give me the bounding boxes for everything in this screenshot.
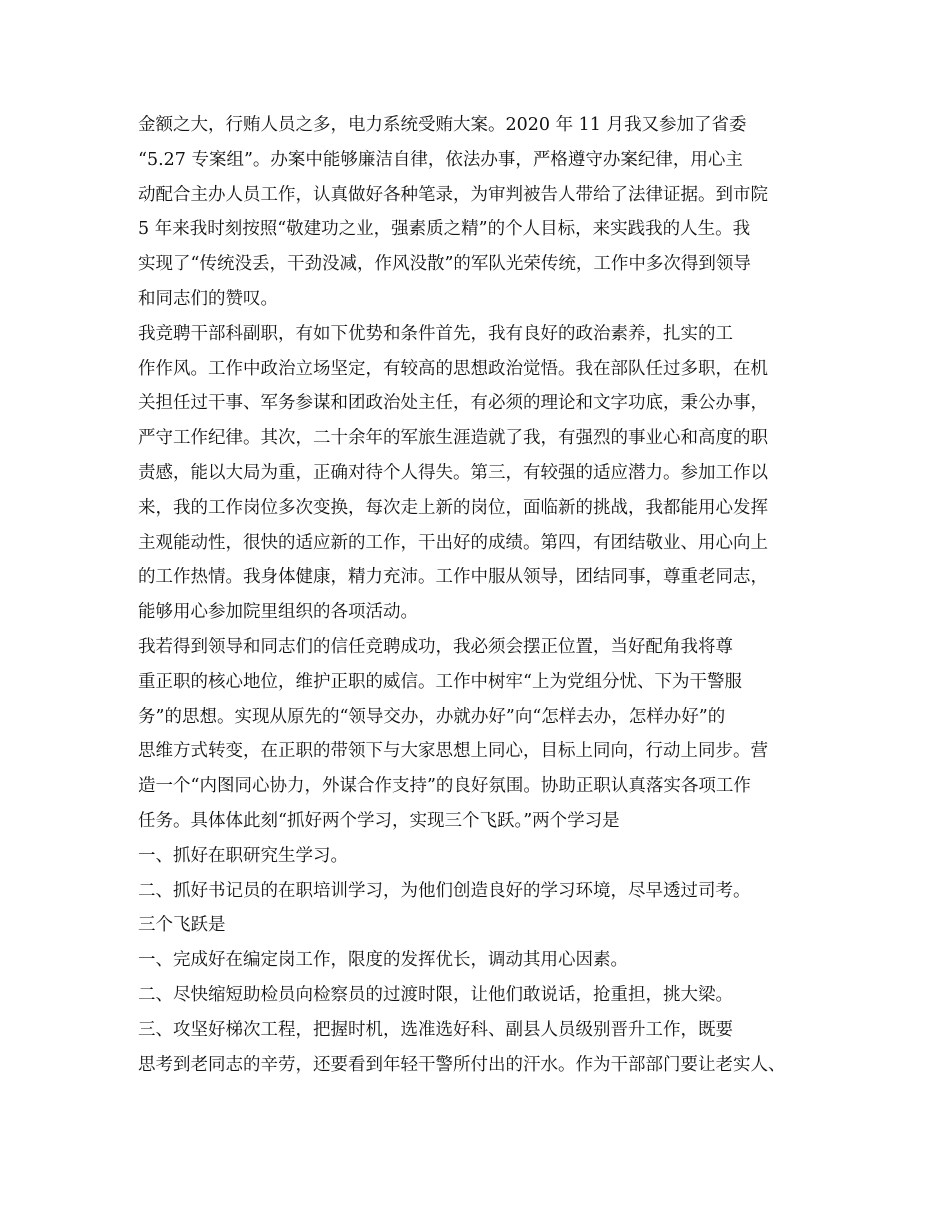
text-line: 三个飞跃是 <box>138 915 226 936</box>
text-line: 思维方式转变，在正职的带领下与大家思想上同心，目标上同向，行动上同步。营 <box>138 741 768 762</box>
text-line: 我若得到领导和同志们的信任竞聘成功，我必须会摆正位置，当好配角我将尊 <box>138 636 733 657</box>
text-line: 动配合主办人员工作，认真做好各种笔录，为审判被告人带给了法律证据。到市院 <box>138 184 768 205</box>
text-line: 二、抓好书记员的在职培训学习，为他们创造良好的学习环境，尽早透过司考。 <box>138 880 751 901</box>
text-line: 严守工作纪律。其次，二十余年的军旅生涯造就了我，有强烈的事业心和高度的职 <box>138 428 768 449</box>
text-line: 来，我的工作岗位多次变换，每次走上新的岗位，面临新的挑战，我都能用心发挥 <box>138 497 768 518</box>
text-line: 金额之大，行贿人员之多，电力系统受贿大案。2020 年 11 月我又参加了省委 <box>138 115 747 135</box>
text-line: 思考到老同志的辛劳，还要看到年轻干警所付出的汗水。作为干部部门要让老实人、 <box>138 1054 786 1075</box>
text-line: 造一个“内图同心协力，外谋合作支持”的良好氛围。协助正职认真落实各项工作 <box>138 776 751 797</box>
text-line: 三、攻坚好梯次工程，把握时机，选准选好科、副县人员级别晋升工作，既要 <box>138 1019 733 1040</box>
text-line: 作作风。工作中政治立场坚定，有较高的思想政治觉悟。我在部队任过多职，在机 <box>138 358 768 379</box>
text-line: 和同志们的赞叹。 <box>138 288 278 309</box>
text-line: 实现了“传统没丢，干劲没减，作风没散”的军队光荣传统，工作中多次得到领导 <box>138 254 751 275</box>
text-line: 重正职的核心地位，维护正职的威信。工作中树牢“上为党组分忧、下为干警服 <box>138 671 742 692</box>
text-line: 的工作热情。我身体健康，精力充沛。工作中服从领导，团结同事，尊重老同志， <box>138 567 768 588</box>
text-line: 责感，能以大局为重，正确对待个人得失。第三，有较强的适应潜力。参加工作以 <box>138 462 768 483</box>
text-line: 一、抓好在职研究生学习。 <box>138 845 348 866</box>
text-line: 能够用心参加院里组织的各项活动。 <box>138 602 418 623</box>
text-line: 二、尽快缩短助检员向检察员的过渡时限，让他们敢说话，抢重担，挑大梁。 <box>138 984 733 1005</box>
text-line: 任务。具体体此刻“抓好两个学习，实现三个飞跃。”两个学习是 <box>138 810 620 831</box>
text-line: 主观能动性，很快的适应新的工作，干出好的成绩。第四，有团结敬业、用心向上 <box>138 532 768 553</box>
document-body <box>138 108 828 1082</box>
text-line: 我竞聘干部科副职，有如下优势和条件首先，我有良好的政治素养，扎实的工 <box>138 323 733 344</box>
text-line: 务”的思想。实现从原先的“领导交办，办就办好”向“怎样去办，怎样办好”的 <box>138 706 726 727</box>
text-line: “5.27 专案组”。办案中能够廉洁自律，依法办事，严格遵守办案纪律，用心主 <box>138 149 743 170</box>
text-line: 5 年来我时刻按照“敬建功之业，强素质之精”的个人目标，来实践我的人生。我 <box>138 219 751 240</box>
text-line: 一、完成好在编定岗工作，限度的发挥优长，调动其用心因素。 <box>138 950 628 971</box>
text-line: 关担任过干事、军务参谋和团政治处主任，有必须的理论和文字功底，秉公办事， <box>138 393 768 414</box>
